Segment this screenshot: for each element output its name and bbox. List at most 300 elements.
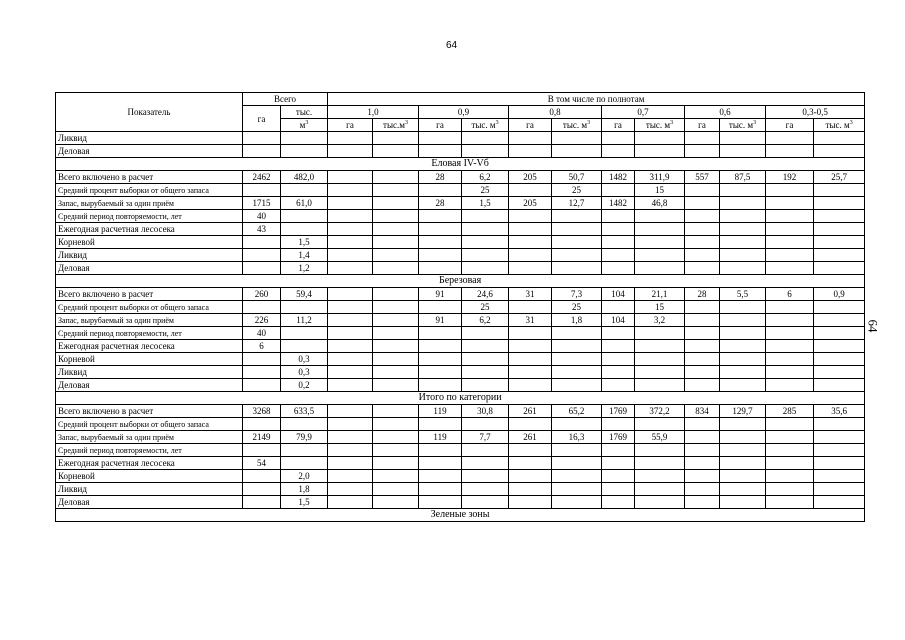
table-cell <box>814 210 865 223</box>
table-cell: 12,7 <box>552 197 602 210</box>
table-cell <box>281 210 328 223</box>
table-row <box>56 444 865 457</box>
table-cell <box>509 340 552 353</box>
table-row <box>56 483 865 496</box>
table-cell <box>552 249 602 262</box>
table-cell <box>685 418 720 431</box>
header-indicator: Показатель <box>56 93 243 132</box>
table-cell <box>373 327 419 340</box>
table-cell <box>419 132 462 145</box>
header-unit-thous: тыс. $м^3$ <box>635 119 685 132</box>
table-cell: 1769 <box>602 431 635 444</box>
table-cell <box>602 145 635 158</box>
table-cell <box>720 301 766 314</box>
table-cell <box>766 366 814 379</box>
table-cell <box>419 223 462 236</box>
table-cell <box>281 132 328 145</box>
table-cell: 119 <box>419 431 462 444</box>
table-cell <box>685 314 720 327</box>
table-cell <box>552 210 602 223</box>
header-unit-ha: га <box>685 119 720 132</box>
table-row <box>56 132 865 145</box>
table-cell <box>281 327 328 340</box>
table-cell <box>462 132 509 145</box>
table-cell <box>328 262 373 275</box>
table-cell <box>814 470 865 483</box>
table-cell <box>328 444 373 457</box>
table-cell <box>720 249 766 262</box>
header-unit-thous: тыс. $м^3$ <box>720 119 766 132</box>
row-label: Запас, вырубаемый за один приём <box>56 314 243 327</box>
table-row <box>56 184 865 197</box>
table-row <box>56 171 865 184</box>
header-total: Всего <box>243 93 328 106</box>
table-cell: 46,8 <box>635 197 685 210</box>
table-cell <box>509 366 552 379</box>
table-cell <box>462 327 509 340</box>
table-cell <box>552 340 602 353</box>
table-cell <box>635 496 685 509</box>
table-cell <box>373 288 419 301</box>
table-cell: 1,8 <box>281 483 328 496</box>
table-cell <box>462 457 509 470</box>
table-cell: 1,5 <box>281 236 328 249</box>
table-cell <box>602 418 635 431</box>
table-cell <box>602 301 635 314</box>
table-cell <box>281 223 328 236</box>
table-cell: 205 <box>509 171 552 184</box>
table-row <box>56 236 865 249</box>
table-cell <box>814 379 865 392</box>
table-cell <box>635 223 685 236</box>
table-cell <box>328 496 373 509</box>
table-cell <box>462 379 509 392</box>
table-cell <box>720 262 766 275</box>
table-cell: 226 <box>243 314 281 327</box>
table-cell <box>814 444 865 457</box>
side-page-number: 64 <box>865 319 881 333</box>
section-title: Зеленые зоны <box>56 509 865 522</box>
table-cell <box>373 249 419 262</box>
row-label: Деловая <box>56 496 243 509</box>
table-cell: 2149 <box>243 431 281 444</box>
table-cell: 40 <box>243 327 281 340</box>
table-cell <box>373 431 419 444</box>
table-cell <box>552 236 602 249</box>
table-row <box>56 197 865 210</box>
table-cell <box>814 197 865 210</box>
table-cell <box>635 145 685 158</box>
table-cell <box>720 145 766 158</box>
table-cell <box>462 483 509 496</box>
table-cell <box>462 223 509 236</box>
table-cell: 1482 <box>602 171 635 184</box>
table-row <box>56 340 865 353</box>
table-cell: 40 <box>243 210 281 223</box>
table-cell <box>685 197 720 210</box>
table-cell: 0,9 <box>814 288 865 301</box>
table-cell <box>720 314 766 327</box>
table-row <box>56 249 865 262</box>
table-cell <box>685 210 720 223</box>
table-cell <box>814 483 865 496</box>
table-cell <box>602 379 635 392</box>
table-cell <box>720 366 766 379</box>
table-cell: 15 <box>635 184 685 197</box>
table-row <box>56 405 865 418</box>
table-cell <box>243 132 281 145</box>
table-cell <box>419 145 462 158</box>
row-label: Ежегодная расчетная лесосека <box>56 457 243 470</box>
table-row <box>56 418 865 431</box>
header-total-thous: тыс. <box>281 106 328 119</box>
table-cell <box>720 197 766 210</box>
table-cell <box>766 379 814 392</box>
table-cell: 1,4 <box>281 249 328 262</box>
table-cell <box>635 470 685 483</box>
table-cell <box>814 418 865 431</box>
table-cell <box>419 379 462 392</box>
table-cell: 1,5 <box>281 496 328 509</box>
header-density-3: 0,7 <box>602 106 685 119</box>
table-cell <box>281 444 328 457</box>
table-cell <box>373 184 419 197</box>
table-cell: 311,9 <box>635 171 685 184</box>
table-cell <box>328 340 373 353</box>
table-cell <box>462 340 509 353</box>
table-cell <box>766 483 814 496</box>
table-cell <box>552 496 602 509</box>
table-cell <box>373 145 419 158</box>
table-cell <box>766 262 814 275</box>
table-cell <box>462 249 509 262</box>
table-cell <box>462 470 509 483</box>
table-cell <box>328 171 373 184</box>
table-cell <box>552 223 602 236</box>
table-cell <box>814 366 865 379</box>
table-cell <box>814 314 865 327</box>
table-cell <box>602 262 635 275</box>
table-row <box>56 379 865 392</box>
table-cell <box>720 223 766 236</box>
table-cell <box>328 327 373 340</box>
table-cell <box>552 379 602 392</box>
table-cell <box>766 197 814 210</box>
table-cell <box>328 483 373 496</box>
table-cell <box>635 457 685 470</box>
table-cell <box>814 184 865 197</box>
table-cell <box>373 353 419 366</box>
table-cell: 1,8 <box>552 314 602 327</box>
table-cell <box>373 340 419 353</box>
table-cell <box>509 145 552 158</box>
table-cell <box>373 210 419 223</box>
table-cell <box>814 353 865 366</box>
table-cell <box>602 327 635 340</box>
table-cell <box>766 353 814 366</box>
table-cell <box>635 418 685 431</box>
table-cell <box>328 457 373 470</box>
table-cell <box>328 301 373 314</box>
table-cell: 0,2 <box>281 379 328 392</box>
header-density-0: 1,0 <box>328 106 419 119</box>
table-cell <box>766 132 814 145</box>
table-cell: 91 <box>419 288 462 301</box>
table-cell <box>373 301 419 314</box>
row-label: Средний процент выборки от общего запаса <box>56 301 243 314</box>
header-incl-by-density: В том числе по полнотам <box>328 93 865 106</box>
table-cell <box>766 457 814 470</box>
section-header-row <box>56 392 865 405</box>
table-cell <box>552 132 602 145</box>
header-unit-thous: тыс. $м^3$ <box>814 119 865 132</box>
table-row <box>56 262 865 275</box>
table-cell <box>419 418 462 431</box>
table-cell <box>509 236 552 249</box>
header-density-2: 0,8 <box>509 106 602 119</box>
table-cell <box>373 236 419 249</box>
section-header-row <box>56 158 865 171</box>
table-cell: 28 <box>419 171 462 184</box>
table-cell: 31 <box>509 314 552 327</box>
table-cell <box>552 145 602 158</box>
table-cell <box>373 132 419 145</box>
table-cell <box>243 249 281 262</box>
table-cell <box>419 210 462 223</box>
table-cell <box>635 210 685 223</box>
table-cell: 2,0 <box>281 470 328 483</box>
table-cell <box>602 340 635 353</box>
header-unit-ha: га <box>509 119 552 132</box>
table-cell <box>243 145 281 158</box>
table-cell <box>552 366 602 379</box>
table-cell: 6 <box>243 340 281 353</box>
table-cell <box>509 483 552 496</box>
row-label: Деловая <box>56 262 243 275</box>
table-cell <box>814 262 865 275</box>
table-cell <box>685 145 720 158</box>
table-cell <box>243 301 281 314</box>
table-cell <box>552 353 602 366</box>
header-unit-ha: га <box>328 119 373 132</box>
table-cell <box>509 132 552 145</box>
table-cell: 1482 <box>602 197 635 210</box>
table-cell <box>243 496 281 509</box>
table-cell <box>328 197 373 210</box>
table-cell <box>419 483 462 496</box>
table-cell <box>635 262 685 275</box>
table-cell: 834 <box>685 405 720 418</box>
table-cell <box>635 366 685 379</box>
table-cell <box>720 340 766 353</box>
table-cell <box>685 496 720 509</box>
table-cell <box>373 405 419 418</box>
row-label: Средний период повторяемости, лет <box>56 444 243 457</box>
table-cell <box>509 249 552 262</box>
section-title: Еловая IV-Vб <box>56 158 865 171</box>
table-cell <box>462 353 509 366</box>
table-cell <box>635 327 685 340</box>
table-cell <box>243 262 281 275</box>
table-cell <box>685 483 720 496</box>
table-cell <box>328 236 373 249</box>
table-cell <box>419 457 462 470</box>
table-cell: 261 <box>509 431 552 444</box>
table-cell <box>462 444 509 457</box>
table-cell <box>766 496 814 509</box>
table-cell <box>602 223 635 236</box>
table-cell <box>635 340 685 353</box>
row-label: Ликвид <box>56 483 243 496</box>
table-cell <box>602 249 635 262</box>
table-cell <box>552 262 602 275</box>
row-label: Запас, вырубаемый за один приём <box>56 431 243 444</box>
table-cell <box>328 184 373 197</box>
table-cell <box>720 431 766 444</box>
table-cell: 119 <box>419 405 462 418</box>
table-cell <box>373 223 419 236</box>
table-cell <box>552 444 602 457</box>
table-cell <box>814 327 865 340</box>
table-cell <box>720 470 766 483</box>
table-cell: 104 <box>602 288 635 301</box>
table-cell <box>419 327 462 340</box>
table-cell <box>328 132 373 145</box>
table-cell <box>509 327 552 340</box>
table-cell <box>685 457 720 470</box>
header-unit-thous: тыс. $м^3$ <box>552 119 602 132</box>
forest-data-table <box>55 92 865 522</box>
table-cell: 50,7 <box>552 171 602 184</box>
table-cell <box>419 301 462 314</box>
table-cell: 11,2 <box>281 314 328 327</box>
table-cell <box>814 457 865 470</box>
table-cell <box>373 444 419 457</box>
table-cell <box>243 470 281 483</box>
table-cell <box>328 223 373 236</box>
table-row <box>56 288 865 301</box>
table-cell <box>419 184 462 197</box>
table-cell <box>328 288 373 301</box>
table-cell: 30,8 <box>462 405 509 418</box>
table-body <box>56 132 865 522</box>
table-cell <box>243 184 281 197</box>
table-cell <box>419 340 462 353</box>
table-cell: 6,2 <box>462 314 509 327</box>
table-cell <box>509 353 552 366</box>
header-total-m3: $м^3$ <box>281 119 328 132</box>
table-cell <box>685 379 720 392</box>
table-cell <box>552 327 602 340</box>
table-cell <box>373 470 419 483</box>
table-cell <box>814 145 865 158</box>
table-cell <box>635 444 685 457</box>
table-cell: 6 <box>766 288 814 301</box>
page-number: 64 <box>446 40 458 51</box>
table-cell: 557 <box>685 171 720 184</box>
table-cell <box>373 197 419 210</box>
table-cell <box>720 132 766 145</box>
row-label: Ликвид <box>56 366 243 379</box>
table-cell <box>509 184 552 197</box>
table-cell <box>814 340 865 353</box>
table-cell <box>373 171 419 184</box>
table-cell: 1769 <box>602 405 635 418</box>
table-cell <box>373 262 419 275</box>
table-cell <box>373 457 419 470</box>
table-row <box>56 431 865 444</box>
table-cell <box>328 145 373 158</box>
table-cell <box>243 483 281 496</box>
table-row <box>56 353 865 366</box>
row-label: Корневой <box>56 236 243 249</box>
row-label: Всего включено в расчет <box>56 171 243 184</box>
table-cell: 3268 <box>243 405 281 418</box>
row-label: Всего включено в расчет <box>56 288 243 301</box>
table-cell <box>462 418 509 431</box>
table-cell <box>509 223 552 236</box>
table-cell: 3,2 <box>635 314 685 327</box>
table-cell: 5,5 <box>720 288 766 301</box>
table-cell <box>814 236 865 249</box>
table-cell <box>328 405 373 418</box>
table-cell: 21,1 <box>635 288 685 301</box>
table-cell <box>685 353 720 366</box>
table-cell: 24,6 <box>462 288 509 301</box>
table-cell <box>766 431 814 444</box>
table-cell <box>509 379 552 392</box>
row-label: Деловая <box>56 379 243 392</box>
table-cell: 0,3 <box>281 353 328 366</box>
table-cell <box>720 379 766 392</box>
header-unit-ha: га <box>419 119 462 132</box>
table-cell: 15 <box>635 301 685 314</box>
table-cell: 129,7 <box>720 405 766 418</box>
table-cell: 261 <box>509 405 552 418</box>
table-cell <box>685 223 720 236</box>
header-density-4: 0,6 <box>685 106 766 119</box>
table-cell <box>685 301 720 314</box>
table-cell <box>766 236 814 249</box>
table-cell <box>635 353 685 366</box>
table-cell <box>419 249 462 262</box>
row-label: Ликвид <box>56 132 243 145</box>
table-cell: 104 <box>602 314 635 327</box>
table-cell <box>552 483 602 496</box>
section-title: Березовая <box>56 275 865 288</box>
table-row <box>56 366 865 379</box>
table-cell <box>373 314 419 327</box>
table-cell <box>328 210 373 223</box>
table-row <box>56 210 865 223</box>
table-cell <box>328 249 373 262</box>
table-cell: 55,9 <box>635 431 685 444</box>
table-cell: 6,2 <box>462 171 509 184</box>
table-cell <box>635 483 685 496</box>
table-row <box>56 314 865 327</box>
table-cell: 43 <box>243 223 281 236</box>
table-cell <box>419 353 462 366</box>
table-cell: 79,9 <box>281 431 328 444</box>
table-cell <box>419 366 462 379</box>
table-cell <box>685 340 720 353</box>
table-cell: 25,7 <box>814 171 865 184</box>
table-cell <box>373 379 419 392</box>
table-cell <box>602 132 635 145</box>
table-cell: 87,5 <box>720 171 766 184</box>
table-cell <box>373 418 419 431</box>
table-cell <box>635 249 685 262</box>
